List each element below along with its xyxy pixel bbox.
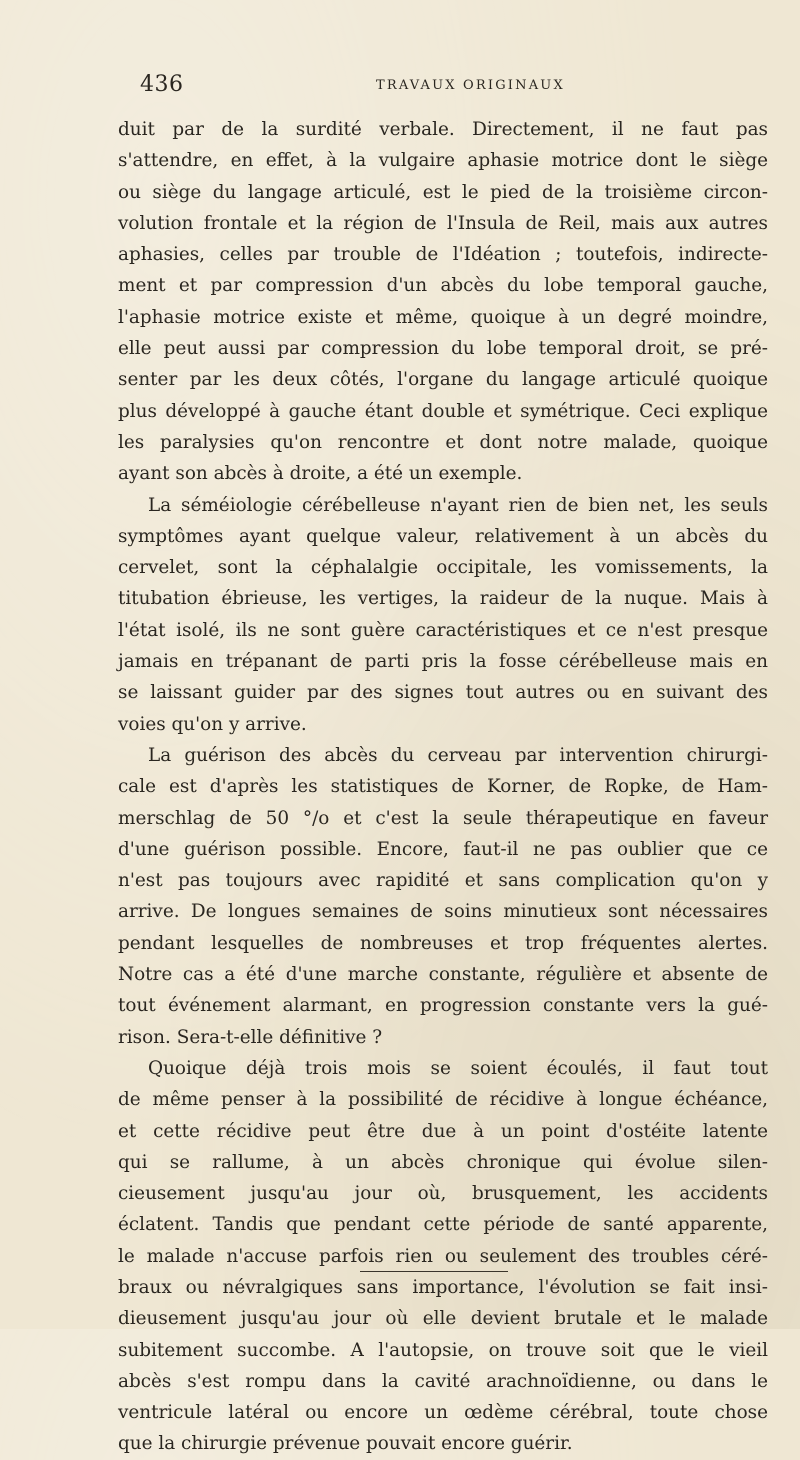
text-line: braux ou névralgiques sans importance, l'évolution se fait insi- (118, 1276, 768, 1298)
text-line: le malade n'accuse parfois rien ou seulement des troubles céré- (118, 1245, 768, 1267)
text-line: arrive. De longues semaines de soins minutieux sont nécessaires (118, 901, 768, 923)
text-line: ayant son abcès à droite, a été un exemple. (118, 463, 523, 485)
text-line: duit par de la surdité verbale. Directement, il ne faut pas (118, 119, 768, 140)
text-line: l'état isolé, ils ne sont guère caractéristiques et ce n'est presque (118, 619, 768, 641)
text-line: subitement succombe. A l'autopsie, on trouve soit que le vieil (118, 1339, 768, 1361)
text-line: s'attendre, en effet, à la vulgaire aphasie motrice dont le siège (118, 150, 768, 172)
page-header (118, 72, 768, 102)
text-line: elle peut aussi par compression du lobe temporal droit, se pré- (118, 338, 768, 360)
body-text (118, 114, 768, 1460)
text-line: de même penser à la possibilité de récidive à longue échéance, (118, 1089, 768, 1111)
text-line: et cette récidive peut être due à un point d'ostéite latente (118, 1120, 768, 1142)
text-line: qui se rallume, à un abcès chronique qui évolue silen- (118, 1151, 768, 1173)
text-line: l'aphasie motrice existe et même, quoique à un degré moindre, (118, 306, 768, 328)
text-line: d'une guérison possible. Encore, faut-il ne pas oublier que ce (118, 838, 768, 860)
running-head: TRAVAUX ORIGINAUX (376, 78, 565, 93)
text-line: plus développé à gauche étant double et symétrique. Ceci explique (118, 400, 768, 422)
paragraph (118, 1053, 768, 1460)
text-line: cieusement jusqu'au jour où, brusquement, les accidents (118, 1183, 768, 1205)
text-line: n'est pas toujours avec rapidité et sans complication qu'on y (118, 870, 768, 892)
text-line: aphasies, celles par trouble de l'Idéation ; toutefois, indirecte- (118, 244, 768, 266)
paragraph (118, 490, 768, 740)
text-line: ventricule latéral ou encore un œdème cérébral, toute chose (118, 1402, 768, 1424)
text-line: ou siège du langage articulé, est le pied de la troisième circon- (118, 181, 768, 203)
text-line: jamais en trépanant de parti pris la fosse cérébelleuse mais en (118, 651, 768, 673)
text-line: rison. Sera-t-elle définitive ? (118, 1026, 383, 1048)
text-line: dieusement jusqu'au jour où elle devient brutale et le malade (118, 1308, 768, 1330)
text-line: cervelet, sont la céphalalgie occipitale, les vomissements, la (118, 557, 768, 579)
paragraph (118, 114, 768, 490)
text-line: se laissant guider par des signes tout autres ou en suivant des (118, 682, 768, 704)
text-line: que la chirurgie prévenue pouvait encore guérir. (118, 1433, 573, 1455)
text-line: cale est d'après les statistiques de Korner, de Ropke, de Ham- (118, 776, 768, 798)
text-line: La séméiologie cérébelleuse n'ayant rien de bien net, les seuls (148, 494, 768, 516)
text-line: merschlag de 50 °/o et c'est la seule thérapeutique en faveur (118, 807, 768, 829)
end-rule (360, 1271, 508, 1272)
text-line: les paralysies qu'on rencontre et dont notre malade, quoique (118, 431, 768, 453)
text-line: volution frontale et la région de l'Insula de Reil, mais aux autres (118, 212, 768, 234)
text-line: Notre cas a été d'une marche constante, régulière et absente de (118, 964, 768, 986)
text-line: tout événement alarmant, en progression constante vers la gué- (118, 995, 768, 1017)
text-line: abcès s'est rompu dans la cavité arachnoïdienne, ou dans le (118, 1370, 768, 1392)
text-line: éclatent. Tandis que pendant cette période de santé apparente, (118, 1214, 768, 1236)
text-line: ment et par compression d'un abcès du lobe temporal gauche, (118, 275, 768, 297)
text-line: pendant lesquelles de nombreuses et trop fréquentes alertes. (118, 932, 768, 954)
page-number: 436 (140, 72, 184, 97)
text-line: symptômes ayant quelque valeur, relativement à un abcès du (118, 525, 768, 547)
text-line: La guérison des abcès du cerveau par intervention chirurgi- (148, 744, 768, 766)
paragraph (118, 740, 768, 1053)
text-line: Quoique déjà trois mois se soient écoulés, il faut tout (148, 1057, 768, 1079)
text-line: titubation ébrieuse, les vertiges, la raideur de la nuque. Mais à (118, 588, 768, 610)
text-line: voies qu'on y arrive. (118, 713, 307, 735)
text-line: senter par les deux côtés, l'organe du langage articulé quoique (118, 369, 768, 391)
